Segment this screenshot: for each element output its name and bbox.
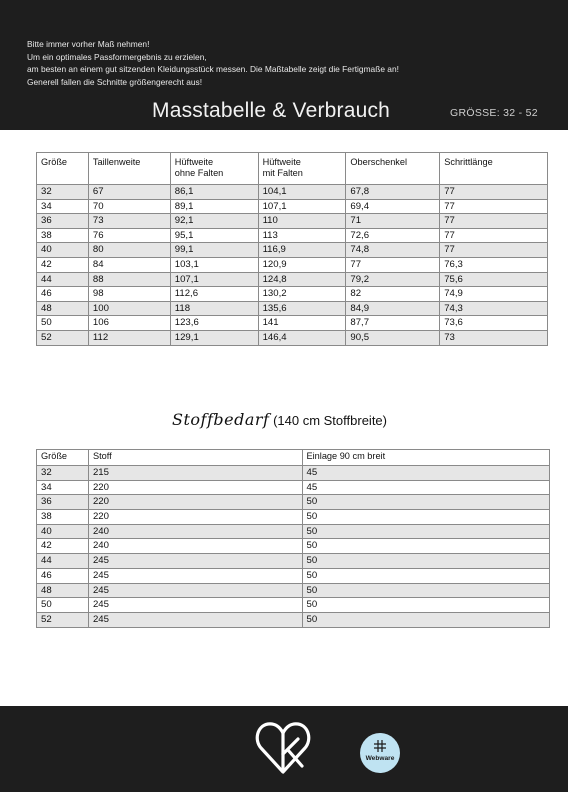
- table-row: [37, 199, 548, 214]
- table-cell: 123,6: [170, 316, 258, 331]
- fabric-title-script: Stoffbedarf: [172, 410, 270, 429]
- table-cell: 76,3: [440, 257, 548, 272]
- table-cell: 70: [88, 199, 170, 214]
- table-cell: 45: [302, 466, 550, 481]
- table-cell: 50: [302, 510, 550, 525]
- heart-k-logo-icon: [252, 716, 314, 778]
- table-cell: 90,5: [346, 330, 440, 345]
- table-cell: 67: [88, 185, 170, 200]
- table-row: [37, 466, 550, 481]
- table-cell: 71: [346, 214, 440, 229]
- webware-badge: [360, 733, 400, 773]
- table-cell: 110: [258, 214, 346, 229]
- table-cell: 73,6: [440, 316, 548, 331]
- table-header-row: [37, 153, 548, 185]
- table-cell: 50: [302, 539, 550, 554]
- table-header-row: [37, 450, 550, 466]
- table-cell: 135,6: [258, 301, 346, 316]
- table-cell: 34: [37, 199, 89, 214]
- table-row: [37, 583, 550, 598]
- table-cell: 77: [440, 199, 548, 214]
- table-cell: 74,3: [440, 301, 548, 316]
- table-cell: 48: [37, 301, 89, 316]
- size-range: GRÖSSE: 32 - 52: [450, 107, 538, 119]
- column-header: Schrittlänge: [440, 153, 548, 185]
- table-cell: 245: [88, 598, 302, 613]
- table-cell: 52: [37, 330, 89, 345]
- table-cell: 72,6: [346, 228, 440, 243]
- table-cell: 77: [440, 185, 548, 200]
- table-cell: 95,1: [170, 228, 258, 243]
- table-row: [37, 612, 550, 627]
- table-cell: 50: [302, 524, 550, 539]
- note-line: Generell fallen die Schnitte größengerecht aus!: [27, 76, 203, 87]
- table-cell: 77: [440, 214, 548, 229]
- table-cell: 76: [88, 228, 170, 243]
- table-cell: 116,9: [258, 243, 346, 258]
- table-row: [37, 214, 548, 229]
- table-cell: 73: [440, 330, 548, 345]
- table-cell: 84,9: [346, 301, 440, 316]
- table-cell: 50: [302, 612, 550, 627]
- table-cell: 75,6: [440, 272, 548, 287]
- table-cell: 69,4: [346, 199, 440, 214]
- table-cell: 50: [302, 495, 550, 510]
- table-row: [37, 554, 550, 569]
- badge-label: Webware: [365, 755, 395, 762]
- table-cell: 38: [37, 510, 89, 525]
- table-cell: 50: [37, 316, 89, 331]
- table-cell: 92,1: [170, 214, 258, 229]
- table-cell: 40: [37, 243, 89, 258]
- column-header: Hüftweite ohne Falten: [170, 153, 258, 185]
- table-cell: 36: [37, 214, 89, 229]
- table-cell: 130,2: [258, 287, 346, 302]
- measurement-note: [27, 38, 547, 88]
- table-cell: 87,7: [346, 316, 440, 331]
- table-cell: 46: [37, 568, 89, 583]
- table-cell: 98: [88, 287, 170, 302]
- table-cell: 42: [37, 539, 89, 554]
- table-cell: 44: [37, 272, 89, 287]
- column-header: Oberschenkel: [346, 153, 440, 185]
- table-cell: 104,1: [258, 185, 346, 200]
- table-cell: 141: [258, 316, 346, 331]
- measurement-table: [36, 152, 548, 346]
- table-row: [37, 185, 548, 200]
- table-cell: 46: [37, 287, 89, 302]
- table-cell: 52: [37, 612, 89, 627]
- table-cell: 240: [88, 524, 302, 539]
- note-line: am besten an einem gut sitzenden Kleidungsstück messen. Die Maßtabelle zeigt die Fertigmaße an!: [27, 64, 399, 75]
- table-cell: 36: [37, 495, 89, 510]
- table-cell: 67,8: [346, 185, 440, 200]
- table-cell: 103,1: [170, 257, 258, 272]
- table-cell: 45: [302, 480, 550, 495]
- table-cell: 99,1: [170, 243, 258, 258]
- table-row: [37, 568, 550, 583]
- table-row: [37, 316, 548, 331]
- table-cell: 107,1: [170, 272, 258, 287]
- table-cell: 34: [37, 480, 89, 495]
- table-cell: 50: [302, 583, 550, 598]
- table-row: [37, 228, 548, 243]
- table-cell: 50: [302, 568, 550, 583]
- table-cell: 129,1: [170, 330, 258, 345]
- table-row: [37, 301, 548, 316]
- table-cell: 89,1: [170, 199, 258, 214]
- table-cell: 215: [88, 466, 302, 481]
- table-cell: 146,4: [258, 330, 346, 345]
- table-row: [37, 480, 550, 495]
- fabric-title-suffix: (140 cm Stoffbreite): [273, 413, 387, 428]
- table-cell: 220: [88, 480, 302, 495]
- table-cell: 42: [37, 257, 89, 272]
- fabric-table: [36, 449, 550, 628]
- column-header: Stoff: [88, 450, 302, 466]
- table-cell: 77: [440, 243, 548, 258]
- table-cell: 38: [37, 228, 89, 243]
- column-header: Taillenweite: [88, 153, 170, 185]
- table-cell: 48: [37, 583, 89, 598]
- table-cell: 86,1: [170, 185, 258, 200]
- table-cell: 84: [88, 257, 170, 272]
- table-cell: 82: [346, 287, 440, 302]
- table-row: [37, 598, 550, 613]
- table-cell: 77: [440, 228, 548, 243]
- fabric-section-title: [172, 410, 387, 429]
- table-cell: 245: [88, 554, 302, 569]
- column-header: Hüftweite mit Falten: [258, 153, 346, 185]
- table-cell: 74,8: [346, 243, 440, 258]
- table-cell: 50: [302, 554, 550, 569]
- table-cell: 100: [88, 301, 170, 316]
- table-cell: 79,2: [346, 272, 440, 287]
- table-row: [37, 330, 548, 345]
- table-cell: 112: [88, 330, 170, 345]
- table-row: [37, 243, 548, 258]
- table-cell: 77: [346, 257, 440, 272]
- table-row: [37, 257, 548, 272]
- table-cell: 73: [88, 214, 170, 229]
- table-cell: 118: [170, 301, 258, 316]
- note-line: Um ein optimales Passformergebnis zu erzielen,: [27, 51, 207, 62]
- table-cell: 220: [88, 495, 302, 510]
- column-header: Größe: [37, 153, 89, 185]
- table-row: [37, 287, 548, 302]
- table-row: [37, 272, 548, 287]
- table-cell: 112,6: [170, 287, 258, 302]
- hash-grid-icon: [374, 740, 386, 752]
- table-cell: 124,8: [258, 272, 346, 287]
- table-cell: 113: [258, 228, 346, 243]
- table-cell: 245: [88, 612, 302, 627]
- table-cell: 107,1: [258, 199, 346, 214]
- table-cell: 240: [88, 539, 302, 554]
- table-cell: 245: [88, 568, 302, 583]
- table-cell: 32: [37, 466, 89, 481]
- table-cell: 44: [37, 554, 89, 569]
- page-title: Masstabelle & Verbrauch: [152, 99, 391, 122]
- table-cell: 40: [37, 524, 89, 539]
- table-cell: 106: [88, 316, 170, 331]
- table-row: [37, 539, 550, 554]
- table-cell: 50: [37, 598, 89, 613]
- table-row: [37, 524, 550, 539]
- column-header: Einlage 90 cm breit: [302, 450, 550, 466]
- table-cell: 50: [302, 598, 550, 613]
- column-header: Größe: [37, 450, 89, 466]
- table-cell: 74,9: [440, 287, 548, 302]
- table-row: [37, 510, 550, 525]
- table-row: [37, 495, 550, 510]
- table-cell: 32: [37, 185, 89, 200]
- table-cell: 120,9: [258, 257, 346, 272]
- table-cell: 245: [88, 583, 302, 598]
- table-cell: 220: [88, 510, 302, 525]
- note-line: Bitte immer vorher Maß nehmen!: [27, 39, 150, 49]
- table-cell: 88: [88, 272, 170, 287]
- table-cell: 80: [88, 243, 170, 258]
